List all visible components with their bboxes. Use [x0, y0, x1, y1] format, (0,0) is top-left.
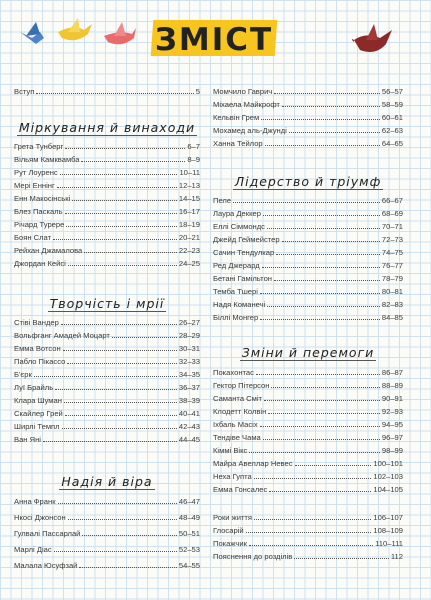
entry-name: Момчило Гаврич — [213, 87, 273, 96]
page-range: 92–93 — [381, 407, 403, 416]
dot-leader — [260, 293, 380, 294]
entry-name: Нкосі Джонсон — [14, 513, 66, 522]
dot-leader — [34, 376, 177, 377]
entry-name: Ред Джерард — [213, 261, 260, 270]
page-range: 14–15 — [178, 194, 200, 203]
page-range: 10–11 — [179, 168, 200, 177]
entry-name: Емма Вотсон — [14, 344, 61, 353]
page-range: 80–81 — [381, 287, 403, 296]
toc-entry[interactable] — [14, 419, 200, 431]
dot-leader — [274, 280, 380, 281]
entry-name: Ширлі Темпл — [14, 422, 60, 431]
toc-entry[interactable] — [14, 328, 200, 340]
page-range: 96–97 — [381, 433, 403, 442]
dot-leader — [54, 551, 177, 552]
toc-entry[interactable] — [14, 367, 200, 379]
page-range: 24–25 — [178, 259, 200, 268]
section-heading-text: Лідерство й тріумф — [234, 174, 382, 189]
toc-entry[interactable] — [213, 284, 403, 296]
toc-entry[interactable] — [213, 110, 403, 122]
dot-leader — [294, 558, 389, 559]
page-range: 26–27 — [178, 318, 200, 327]
toc-entry[interactable] — [213, 97, 403, 109]
dot-leader — [58, 503, 177, 504]
page-range: 50–51 — [178, 529, 200, 538]
dot-leader — [84, 252, 177, 253]
dot-leader — [72, 200, 177, 201]
entry-name: Джордан Кейсі — [14, 259, 66, 268]
entry-name: Ханна Тейлор — [213, 139, 263, 148]
toc-entry[interactable] — [213, 443, 403, 455]
dot-leader — [82, 535, 176, 536]
page-range: 62–63 — [381, 126, 403, 135]
toc-entry[interactable] — [14, 406, 200, 418]
section-heading-text: Надія й віра — [61, 474, 153, 489]
toc-entry[interactable] — [14, 432, 200, 444]
dot-leader — [263, 215, 380, 216]
dot-leader — [254, 478, 372, 479]
toc-entry[interactable] — [213, 84, 403, 96]
toc-entry[interactable] — [213, 482, 403, 494]
entry-name: Рут Лоуренс — [14, 168, 58, 177]
dot-leader — [233, 202, 380, 203]
toc-entry-intro[interactable] — [14, 84, 200, 96]
entry-name: Іхбаль Масіх — [213, 420, 258, 429]
page-range: 112 — [390, 552, 403, 561]
page-range: 60–61 — [381, 113, 403, 122]
toc-entry[interactable] — [213, 258, 403, 270]
toc-entry[interactable] — [14, 230, 200, 242]
dot-leader — [261, 119, 380, 120]
toc-entry[interactable] — [213, 430, 403, 442]
dot-leader — [262, 267, 380, 268]
toc-entry[interactable] — [213, 297, 403, 309]
toc-entry[interactable] — [14, 393, 200, 405]
page-range: 86–87 — [381, 368, 403, 377]
page-range: 22–23 — [178, 246, 200, 255]
page-range: 16–17 — [178, 207, 200, 216]
entry-name: Пабло Пікассо — [14, 357, 66, 366]
entry-name: Боян Слат — [14, 233, 52, 242]
dot-leader — [271, 387, 379, 388]
toc-entry[interactable] — [14, 204, 200, 216]
toc-entry[interactable] — [213, 391, 403, 403]
entry-name: Грета Тунберг — [14, 142, 64, 151]
entry-name: Неха Гупта — [213, 472, 252, 481]
page-range: 70–71 — [381, 222, 403, 231]
entry-name: Марлі Діас — [14, 545, 52, 554]
dot-leader — [43, 441, 177, 442]
page-range: 102–103 — [373, 472, 403, 481]
dot-leader — [269, 491, 371, 492]
dot-leader — [67, 363, 177, 364]
dot-leader — [79, 567, 176, 568]
toc-entry[interactable] — [14, 243, 200, 255]
page-range: 32–33 — [178, 357, 200, 366]
page-range: 28–29 — [178, 331, 200, 340]
page-range: 90–91 — [381, 394, 403, 403]
dot-leader — [63, 350, 177, 351]
entry-name: Анна Франк — [14, 497, 56, 506]
page-range: 108–109 — [373, 526, 403, 535]
dot-leader — [81, 161, 185, 162]
section-heading — [14, 296, 200, 311]
dot-leader — [268, 413, 380, 414]
toc-entry[interactable] — [14, 494, 200, 506]
toc-entry[interactable] — [213, 206, 403, 218]
entry-name: Саманта Сміт — [213, 394, 263, 403]
page-range: 98–99 — [381, 446, 403, 455]
page-range: 52–53 — [178, 545, 200, 554]
dark-bird-icon — [352, 22, 396, 62]
entry-name: Гулвалі Пассарлай — [14, 529, 81, 538]
entry-name: Вольфганг Амадей Моцарт — [14, 331, 110, 340]
entry-name: Гектор Пітерсон — [213, 381, 270, 390]
entry-name: Блез Паскаль — [14, 207, 63, 216]
entry-name: Клара Шуман — [14, 396, 62, 405]
toc-entry-appendix[interactable] — [213, 510, 403, 522]
page-range: 94–95 — [381, 420, 403, 429]
entry-name: Річард Турере — [14, 220, 65, 229]
dot-leader — [65, 415, 177, 416]
entry-name: Вільям Камквамба — [14, 155, 80, 164]
toc-entry[interactable] — [213, 417, 403, 429]
section-heading-text: Зміни й перемоги — [241, 345, 375, 360]
page-range: 42–43 — [178, 422, 200, 431]
entry-name: Роки життя — [213, 513, 253, 522]
toc-entry[interactable] — [213, 404, 403, 416]
toc-entry[interactable] — [14, 510, 200, 522]
dot-leader — [68, 265, 177, 266]
section-heading — [14, 120, 200, 135]
page-range: 68–69 — [381, 209, 403, 218]
dot-leader — [267, 306, 380, 307]
toc-entry[interactable] — [213, 456, 403, 468]
page-range: 76–77 — [381, 261, 403, 270]
dot-leader — [256, 374, 380, 375]
entry-name: Малала Юсуфзай — [14, 561, 78, 570]
page-range: 44–45 — [178, 435, 200, 444]
entry-name: Мохамед аль-Джунді — [213, 126, 287, 135]
dot-leader — [263, 439, 380, 440]
entry-name: Б'єрк — [14, 370, 32, 379]
toc-entry[interactable] — [213, 123, 403, 135]
entry-name: Ван Яні — [14, 435, 41, 444]
toc-entry[interactable] — [14, 341, 200, 353]
toc-entry[interactable] — [213, 469, 403, 481]
dot-leader — [57, 187, 177, 188]
page-range: 100–101 — [373, 459, 403, 468]
entry-name: Клодетт Колвін — [213, 407, 267, 416]
entry-name: Покажчик — [213, 539, 247, 548]
entry-name: Надя Команечі — [213, 300, 266, 309]
section-heading — [213, 174, 403, 189]
page-range: 46–47 — [178, 497, 200, 506]
dot-leader — [60, 174, 178, 175]
dot-leader — [112, 337, 177, 338]
title-banner — [152, 16, 276, 60]
toc-entry[interactable] — [14, 256, 200, 268]
page-range: 104–105 — [373, 485, 403, 494]
page-range: 58–59 — [381, 100, 403, 109]
toc-entry[interactable] — [14, 542, 200, 554]
entry-name: Луї Брайль — [14, 383, 54, 392]
dot-leader — [246, 532, 372, 533]
entry-name: Вступ — [14, 87, 35, 96]
entry-name: Стіві Вандер — [14, 318, 59, 327]
section-heading-text: Міркування й винаходи — [18, 120, 196, 135]
dot-leader — [254, 519, 371, 520]
toc-entry-appendix[interactable] — [213, 549, 403, 561]
entry-name: Скайлер Грей — [14, 409, 63, 418]
dot-leader — [68, 519, 177, 520]
toc-entry[interactable] — [213, 219, 403, 231]
toc-entry[interactable] — [14, 217, 200, 229]
dot-leader — [65, 148, 185, 149]
birds-illustration-icon — [18, 14, 138, 58]
entry-name: Кельвін Грем — [213, 113, 260, 122]
toc-entry[interactable] — [14, 315, 200, 327]
entry-name: Джейд Геймейстер — [213, 235, 280, 244]
dot-leader — [260, 319, 380, 320]
page-range: 12–13 — [178, 181, 200, 190]
page-range: 110–111 — [375, 539, 403, 548]
entry-name: Міхаела Майкрофт — [213, 100, 280, 109]
dot-leader — [267, 228, 380, 229]
toc-entry[interactable] — [14, 152, 200, 164]
page-range: 88–89 — [381, 381, 403, 390]
page-range: 82–83 — [381, 300, 403, 309]
toc-entry[interactable] — [213, 245, 403, 257]
dot-leader — [53, 239, 177, 240]
page-range: 74–75 — [381, 248, 403, 257]
toc-entry-appendix[interactable] — [213, 523, 403, 535]
dot-leader — [55, 389, 177, 390]
dot-leader — [61, 324, 177, 325]
entry-name: Майра Авеллар Невес — [213, 459, 293, 468]
toc-entry-appendix[interactable] — [213, 536, 403, 548]
page-range: 18–19 — [178, 220, 200, 229]
toc-entry[interactable] — [213, 365, 403, 377]
toc-entry[interactable] — [14, 380, 200, 392]
dot-leader — [36, 93, 193, 94]
toc-entry[interactable] — [14, 139, 200, 151]
entry-name: Лаура Деккер — [213, 209, 261, 218]
toc-entry[interactable] — [213, 193, 403, 205]
page-range: 34–35 — [178, 370, 200, 379]
dot-leader — [264, 400, 380, 401]
entry-name: Пеле — [213, 196, 232, 205]
entry-name: Еллі Сіммондс — [213, 222, 265, 231]
toc-entry[interactable] — [14, 178, 200, 190]
entry-name: Тендіве Чама — [213, 433, 261, 442]
dot-leader — [64, 402, 177, 403]
entry-name: Бетані Гамільтон — [213, 274, 272, 283]
page-range: 54–55 — [178, 561, 200, 570]
page-range: 84–85 — [381, 313, 403, 322]
page-range: 106–107 — [373, 513, 403, 522]
dot-leader — [249, 452, 380, 453]
page-range: 40–41 — [178, 409, 200, 418]
entry-name: Мері Еннінг — [14, 181, 55, 190]
dot-leader — [274, 93, 380, 94]
entry-name: Кіммі Вікс — [213, 446, 248, 455]
toc-entry[interactable] — [14, 191, 200, 203]
toc-entry[interactable] — [14, 354, 200, 366]
dot-leader — [65, 213, 177, 214]
entry-name: Емма Гонсалес — [213, 485, 268, 494]
page-range: 30–31 — [178, 344, 200, 353]
page-range: 8–9 — [187, 155, 200, 164]
page-range: 38–39 — [178, 396, 200, 405]
toc-entry[interactable] — [213, 378, 403, 390]
page-range: 6–7 — [187, 142, 200, 151]
page-range: 5 — [195, 87, 200, 96]
entry-name: Покахонтас — [213, 368, 254, 377]
entry-name: Рейхан Джамалова — [14, 246, 83, 255]
toc-entry[interactable] — [14, 526, 200, 538]
page-range: 72–73 — [381, 235, 403, 244]
toc-entry[interactable] — [213, 310, 403, 322]
toc-entry[interactable] — [213, 136, 403, 148]
page-title: ЗМІСТ — [154, 22, 274, 58]
dot-leader — [66, 226, 177, 227]
toc-entry[interactable] — [14, 165, 200, 177]
dot-leader — [295, 465, 372, 466]
page-range: 20–21 — [178, 233, 200, 242]
dot-leader — [62, 428, 177, 429]
page-range: 66–67 — [381, 196, 403, 205]
page-range: 64–65 — [381, 139, 403, 148]
entry-name: Глосарій — [213, 526, 244, 535]
dot-leader — [282, 106, 380, 107]
page-range: 36–37 — [178, 383, 200, 392]
dot-leader — [265, 145, 380, 146]
toc-entry[interactable] — [213, 271, 403, 283]
entry-name: Енн Макосінські — [14, 194, 71, 203]
dot-leader — [276, 254, 380, 255]
dot-leader — [249, 545, 373, 546]
dot-leader — [260, 426, 380, 427]
page-range: 78–79 — [381, 274, 403, 283]
entry-name: Темба Тшері — [213, 287, 258, 296]
dot-leader — [282, 241, 380, 242]
toc-entry[interactable] — [213, 232, 403, 244]
entry-name: Біллі Монгер — [213, 313, 259, 322]
section-heading — [213, 345, 403, 360]
entry-name: Сачин Тендулкар — [213, 248, 275, 257]
toc-entry[interactable] — [14, 558, 200, 570]
page-range: 48–49 — [178, 513, 200, 522]
section-heading-text: Творчість і мрії — [49, 296, 165, 311]
dot-leader — [289, 132, 380, 133]
page-range: 56–57 — [381, 87, 403, 96]
section-heading — [14, 474, 200, 489]
entry-name: Пояснення до розділів — [213, 552, 293, 561]
